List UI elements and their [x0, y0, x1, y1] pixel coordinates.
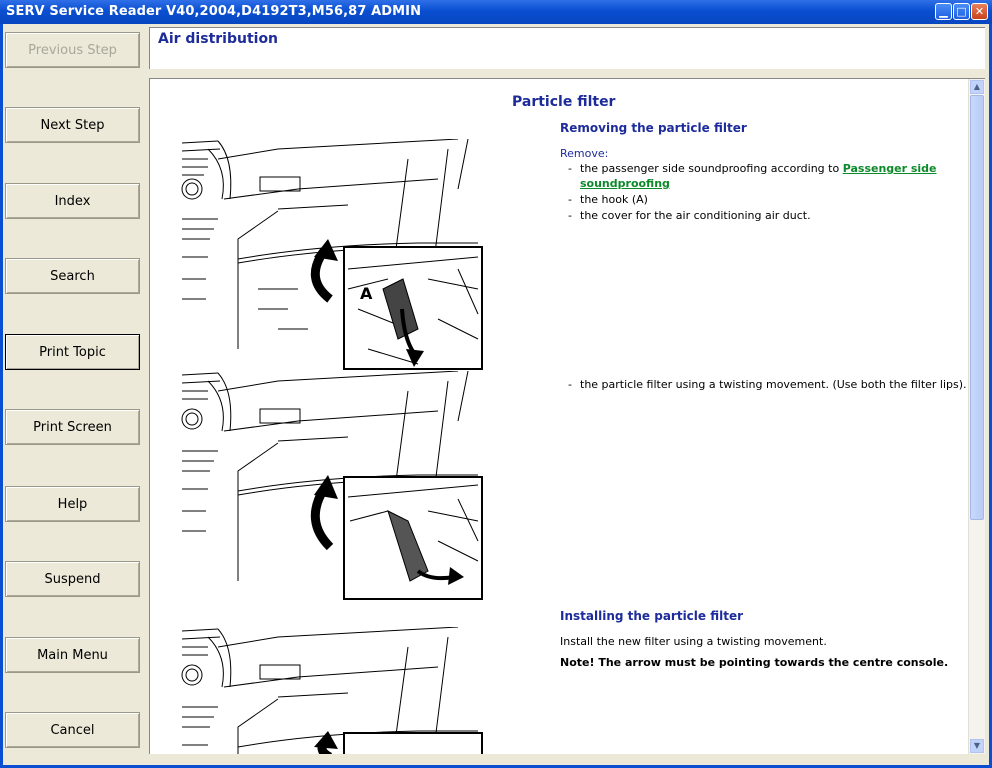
next-step-button[interactable]: Next Step — [5, 107, 140, 143]
install-note: Note! The arrow must be pointing towards the centre console. — [560, 656, 949, 669]
help-button[interactable]: Help — [5, 486, 140, 522]
print-screen-button[interactable]: Print Screen — [5, 409, 140, 445]
installing-heading: Installing the particle filter — [560, 609, 744, 623]
scroll-down-button[interactable] — [970, 739, 984, 753]
installation-illustration — [178, 627, 484, 754]
section-title: Air distribution — [158, 31, 279, 47]
step-soundproofing — [580, 161, 960, 191]
removing-heading: Removing the particle filter — [560, 121, 747, 135]
step-hook: the hook (A) — [580, 193, 648, 206]
removal-illustration-1 — [178, 139, 484, 371]
bullet-4: - — [568, 378, 572, 391]
minimize-icon: ▁ — [939, 5, 948, 18]
bullet-2: - — [568, 193, 572, 206]
content-scrollbar[interactable] — [968, 79, 985, 754]
chevron-down-icon: ▼ — [973, 741, 981, 750]
window-title: SERV Service Reader V40,2004,D4192T3,M56,87 ADMIN — [6, 4, 422, 19]
suspend-button[interactable]: Suspend — [5, 561, 140, 597]
scroll-thumb[interactable] — [970, 95, 984, 520]
soundproofing-link[interactable]: Passenger side — [842, 162, 937, 175]
bullet-3: - — [568, 209, 572, 222]
step-soundproofing-text: the passenger side soundproofing according to — [580, 162, 843, 175]
search-button[interactable]: Search — [5, 258, 140, 294]
title-bar[interactable] — [0, 0, 992, 24]
maximize-button[interactable] — [953, 3, 970, 20]
removal-illustration-2 — [178, 371, 484, 601]
print-topic-button[interactable]: Print Topic — [5, 334, 140, 370]
step-cover: the cover for the air conditioning air duct. — [580, 209, 811, 222]
chevron-up-icon: ▲ — [973, 82, 981, 91]
install-instruction: Install the new filter using a twisting movement. — [560, 635, 827, 648]
previous-step-button[interactable]: Previous Step — [5, 32, 140, 68]
label-a: A — [360, 284, 373, 303]
soundproofing-link-cont[interactable]: soundproofing — [580, 177, 670, 190]
scroll-up-button[interactable] — [970, 80, 984, 94]
cancel-button[interactable]: Cancel — [5, 712, 140, 748]
index-button[interactable]: Index — [5, 183, 140, 219]
content-pane — [149, 78, 985, 754]
remove-label: Remove: — [560, 147, 609, 160]
minimize-button[interactable] — [935, 3, 952, 20]
close-button[interactable] — [971, 3, 988, 20]
topic-title: Particle filter — [512, 94, 616, 110]
main-menu-button[interactable]: Main Menu — [5, 637, 140, 673]
step-particle-filter: the particle filter using a twisting movement. (Use both the filter lips). — [580, 378, 967, 391]
maximize-icon: □ — [956, 5, 967, 18]
header-pane — [149, 27, 985, 69]
bullet-1: - — [568, 162, 572, 175]
close-icon: ✕ — [974, 5, 985, 18]
